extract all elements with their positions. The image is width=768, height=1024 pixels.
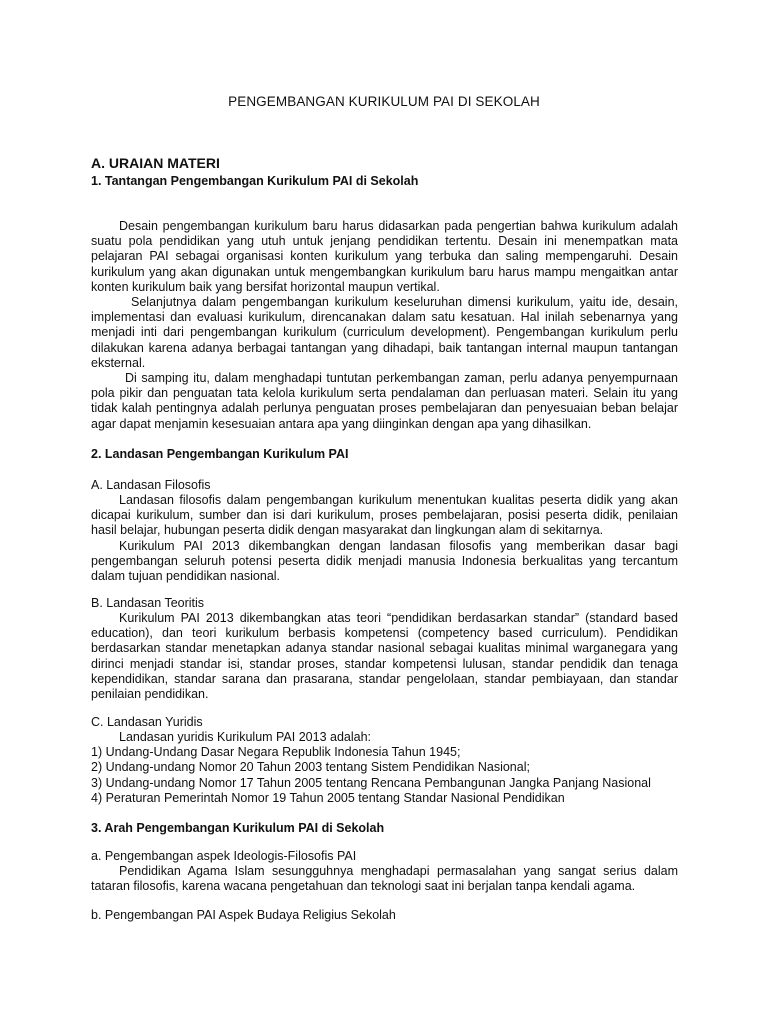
subheading-arah: 3. Arah Pengembangan Kurikulum PAI di Sekolah	[91, 821, 385, 835]
label-landasan-teoritis: B. Landasan Teoritis	[91, 596, 205, 610]
label-landasan-filosofis: A. Landasan Filosofis	[91, 478, 211, 492]
point-a-body	[91, 864, 678, 894]
tantangan-paragraph-3: Di samping itu, dalam menghadapi tuntutan perkembangan zaman, perlu adanya penyempurnaan pola pikir dan penguatan tata kelola kurikulum serta pendalaman dan perluasan materi. Selain itu yang tidak kalah pentingnya adalah perlunya penguatan proses pembelajaran dan penyesuaian beban belajar agar dapat menjamin kesesuaian antara apa yang diinginkan dengan apa yang dihasilkan.	[91, 371, 678, 431]
teoritis-body	[91, 611, 678, 702]
tantangan-paragraph-1: Desain pengembangan kurikulum baru harus didasarkan pada pengertian bahwa kurikulum adalah suatu pola pendidikan yang utuh untuk jenjang pendidikan tertentu. Desain ini menempatkan mata pelajaran PAI sebagai organisasi konten kurikulum yang terbuka dan saling mempengaruhi. Desain kurikulum yang akan digunakan untuk mengembangkan kurikulum baru harus mampu mengaitkan antar konten kurikulum baik yang bersifat horizontal maupun vertikal.	[91, 219, 678, 294]
list-item: 3) Undang-undang Nomor 17 Tahun 2005 tentang Rencana Pembangunan Jangka Panjang Nasional	[91, 775, 651, 790]
filosofis-body	[91, 493, 678, 584]
filosofis-paragraph-2: Kurikulum PAI 2013 dikembangkan dengan landasan filosofis yang memberikan dasar bagi pengembangan seluruh potensi peserta didik menjadi manusia Indonesia berkualitas yang tercantum dalam tujuan pendidikan nasional.	[91, 538, 678, 584]
label-point-a: a. Pengembangan aspek Ideologis-Filosofis PAI	[91, 849, 357, 863]
filosofis-paragraph-1: Landasan filosofis dalam pengembangan kurikulum menentukan kualitas peserta didik yang akan dicapai kurikulum, sumber dan isi dari kurikulum, proses pembelajaran, posisi peserta didik, penilaian hasil belajar, hubungan peserta didik dengan masyarakat dan lingkungan alam di sekitarnya.	[91, 493, 678, 538]
tantangan-body	[91, 219, 678, 432]
label-landasan-yuridis: C. Landasan Yuridis	[91, 715, 203, 729]
point-a-paragraph: Pendidikan Agama Islam sesungguhnya menghadapi permasalahan yang sangat serius dalam tataran filosofis, karena wacana pengetahuan dan teknologi saat ini berjalan tanpa kendali agama.	[91, 864, 678, 894]
subheading-landasan: 2. Landasan Pengembangan Kurikulum PAI	[91, 447, 349, 461]
list-item: 1) Undang-Undang Dasar Negara Republik Indonesia Tahun 1945;	[91, 745, 461, 760]
document-title: PENGEMBANGAN KURIKULUM PAI DI SEKOLAH	[228, 94, 540, 109]
list-item: 4) Peraturan Pemerintah Nomor 19 Tahun 2005 tentang Standar Nasional Pendidikan	[91, 790, 565, 805]
subheading-tantangan: 1. Tantangan Pengembangan Kurikulum PAI di Sekolah	[91, 174, 419, 188]
section-heading-uraian-materi: A. URAIAN MATERI	[91, 155, 220, 171]
yuridis-list	[91, 730, 691, 806]
yuridis-intro: Landasan yuridis Kurikulum PAI 2013 adalah:	[119, 730, 372, 744]
list-item: 2) Undang-undang Nomor 20 Tahun 2003 tentang Sistem Pendidikan Nasional;	[91, 760, 530, 775]
teoritis-paragraph-1: Kurikulum PAI 2013 dikembangkan atas teori “pendidikan berdasarkan standar” (standard based education), dan teori kurikulum berbasis kompetensi (competency based curriculum). Pendidikan berdasarkan standar menetapkan adanya standar nasional sebagai kualitas minimal warganegara yang dirinci menjadi standar isi, standar proses, standar kompetensi lulusan, standar pendidik dan tenaga kependidikan, standar sarana dan prasarana, standar pengelolaan, standar pembiayaan, dan standar penilaian pendidikan.	[91, 611, 678, 702]
tantangan-paragraph-2: Selanjutnya dalam pengembangan kurikulum keseluruhan dimensi kurikulum, yaitu ide, desain, implementasi dan evaluasi kurikulum, direncanakan dalam satu kesatuan. Hal inilah sebenarnya yang menjadi inti dari pengembangan kurikulum (curriculum development). Pengembangan kurikulum perlu dilakukan karena adanya berbagai tantangan yang dihadapi, baik tantangan internal maupun tantangan eksternal.	[91, 295, 678, 370]
label-point-b: b. Pengembangan PAI Aspek Budaya Religius Sekolah	[91, 908, 396, 922]
